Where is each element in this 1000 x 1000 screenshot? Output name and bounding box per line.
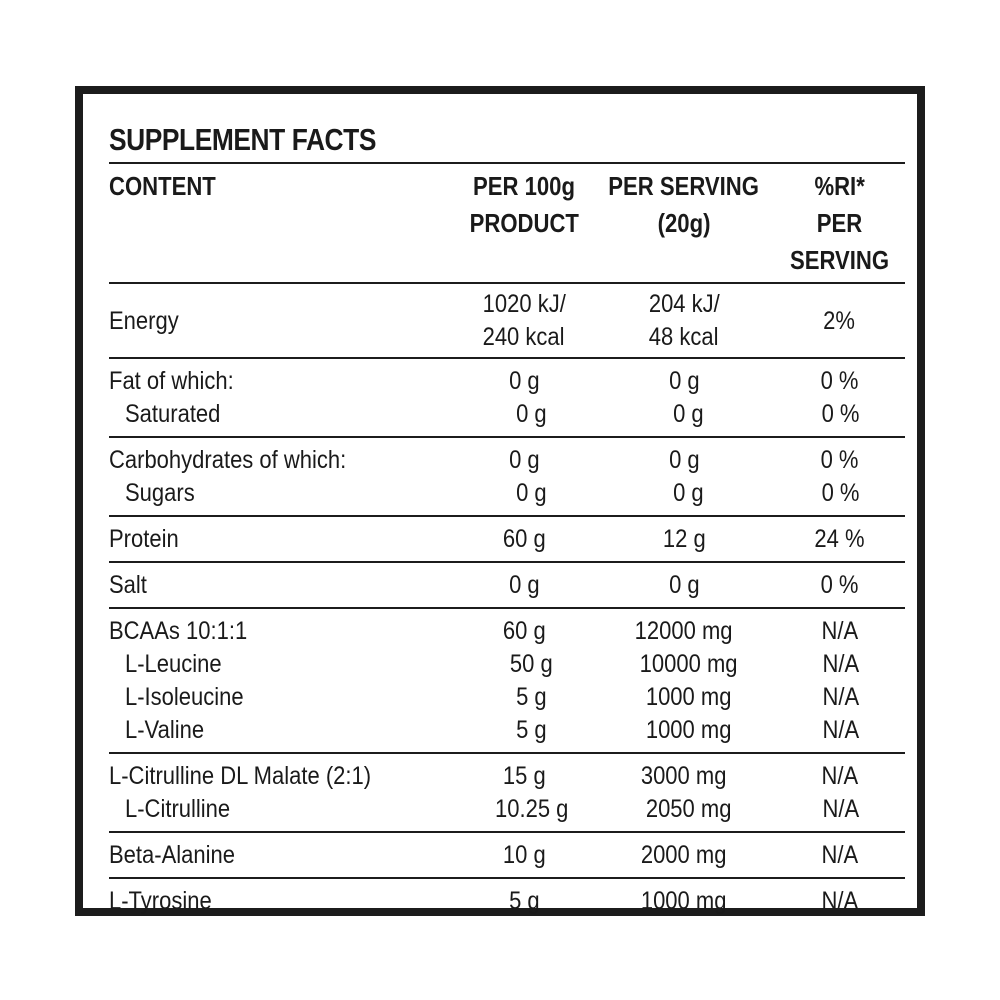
per-serving-value: 2000 mg xyxy=(641,841,727,869)
nutrient-row xyxy=(109,793,905,826)
per-100g-value: 60 g xyxy=(502,525,546,553)
ri-percent-value: 0 % xyxy=(820,367,859,395)
per-100g-value: 5 g xyxy=(516,683,547,711)
per-serving-value: 1000 mg xyxy=(641,887,727,915)
nutrient-group xyxy=(109,754,905,831)
energy-per100-kcal: 240 kcal xyxy=(483,323,565,351)
nutrient-group xyxy=(109,609,905,752)
per-serving-value: 0 g xyxy=(668,571,700,599)
per-100g-value: 5 g xyxy=(508,887,540,915)
nutrient-row xyxy=(109,615,905,648)
header-serving-line1: PER SERVING xyxy=(608,171,760,201)
nutrient-name: L-Leucine xyxy=(125,650,222,678)
nutrient-row xyxy=(109,648,905,681)
ri-percent-value: N/A xyxy=(822,716,860,744)
per-100g-value: 0 g xyxy=(508,367,540,395)
per-serving-value: 12 g xyxy=(662,525,706,553)
ri-percent-value: N/A xyxy=(822,683,860,711)
per-100g-value: 0 g xyxy=(508,446,540,474)
nutrient-name: Salt xyxy=(109,571,147,599)
per-100g-value: 0 g xyxy=(516,400,547,428)
per-serving-value: 0 g xyxy=(668,446,700,474)
per-100g-value: 60 g xyxy=(502,617,546,645)
energy-row xyxy=(109,284,905,357)
per-serving-value: 1000 mg xyxy=(645,716,732,744)
per-serving-value: 2050 mg xyxy=(645,795,732,823)
energy-serving-kj: 204 kJ/ xyxy=(648,290,720,318)
nutrient-name: L-Citrulline xyxy=(125,795,231,823)
nutrient-name: Protein xyxy=(109,525,179,553)
ri-percent-value: N/A xyxy=(821,762,858,790)
ri-percent-value: 0 % xyxy=(820,446,859,474)
ri-percent-value: N/A xyxy=(822,650,860,678)
nutrient-groups xyxy=(109,357,905,923)
nutrient-row xyxy=(109,398,905,431)
nutrient-group xyxy=(109,833,905,877)
nutrient-row xyxy=(109,681,905,714)
per-serving-value: 0 g xyxy=(673,400,704,428)
header-ri-line1: %RI* xyxy=(814,171,865,201)
header-ri-line2: PER SERVING xyxy=(789,208,890,275)
per-100g-value: 0 g xyxy=(508,571,540,599)
per-serving-value: 1000 mg xyxy=(645,683,732,711)
nutrient-name: Saturated xyxy=(125,400,221,428)
supplement-facts-panel xyxy=(75,86,925,916)
per-serving-value: 3000 mg xyxy=(641,762,727,790)
nutrient-name: Fat of which: xyxy=(109,367,234,395)
energy-per100-kj: 1020 kJ/ xyxy=(482,290,566,318)
nutrient-row xyxy=(109,365,905,398)
header-row xyxy=(109,164,905,282)
facts-table xyxy=(109,118,905,923)
nutrient-group xyxy=(109,517,905,561)
nutrient-row xyxy=(109,839,905,872)
nutrient-row xyxy=(109,714,905,747)
nutrient-group xyxy=(109,563,905,607)
ri-percent-value: N/A xyxy=(822,795,860,823)
ri-percent-value: 0 % xyxy=(821,479,860,507)
nutrient-group xyxy=(109,359,905,436)
nutrient-row xyxy=(109,523,905,556)
per-serving-value: 0 g xyxy=(673,479,704,507)
nutrient-row xyxy=(109,569,905,602)
nutrient-row xyxy=(109,885,905,918)
ri-percent-value: 0 % xyxy=(821,400,860,428)
nutrient-name: Carbohydrates of which: xyxy=(109,446,347,474)
nutrient-name: BCAAs 10:1:1 xyxy=(109,617,248,645)
header-per100-line2: PRODUCT xyxy=(469,208,579,238)
ri-percent-value: 0 % xyxy=(820,571,859,599)
ri-percent-value: N/A xyxy=(821,841,858,869)
ri-percent-value: N/A xyxy=(821,887,858,915)
header-content: CONTENT xyxy=(109,171,216,201)
ri-percent-value: 24 % xyxy=(814,525,865,553)
per-100g-value: 10.25 g xyxy=(494,795,569,823)
energy-ri: 2% xyxy=(823,306,856,335)
per-serving-value: 12000 mg xyxy=(635,617,733,645)
nutrient-name: Sugars xyxy=(125,479,195,507)
per-100g-value: 0 g xyxy=(516,479,547,507)
per-100g-value: 10 g xyxy=(502,841,546,869)
panel-title: SUPPLEMENT FACTS xyxy=(109,122,376,157)
per-serving-value: 0 g xyxy=(668,367,700,395)
header-serving-line2: (20g) xyxy=(657,208,711,238)
nutrient-row xyxy=(109,760,905,793)
nutrient-group xyxy=(109,879,905,923)
ri-percent-value: N/A xyxy=(821,617,858,645)
header-per100-line1: PER 100g xyxy=(473,171,575,201)
nutrient-row xyxy=(109,444,905,477)
nutrient-row xyxy=(109,477,905,510)
per-100g-value: 5 g xyxy=(516,716,547,744)
per-100g-value: 50 g xyxy=(510,650,554,678)
nutrient-name: L-Valine xyxy=(125,716,205,744)
nutrient-name: Beta-Alanine xyxy=(109,841,235,869)
nutrient-name: Energy xyxy=(109,306,179,335)
nutrient-name: L-Citrulline DL Malate (2:1) xyxy=(109,762,372,790)
nutrient-name: L-Isoleucine xyxy=(125,683,244,711)
per-100g-value: 15 g xyxy=(502,762,546,790)
nutrient-name: L-Tyrosine xyxy=(109,887,212,915)
energy-serving-kcal: 48 kcal xyxy=(649,323,719,351)
per-serving-value: 10000 mg xyxy=(639,650,738,678)
nutrient-group xyxy=(109,438,905,515)
